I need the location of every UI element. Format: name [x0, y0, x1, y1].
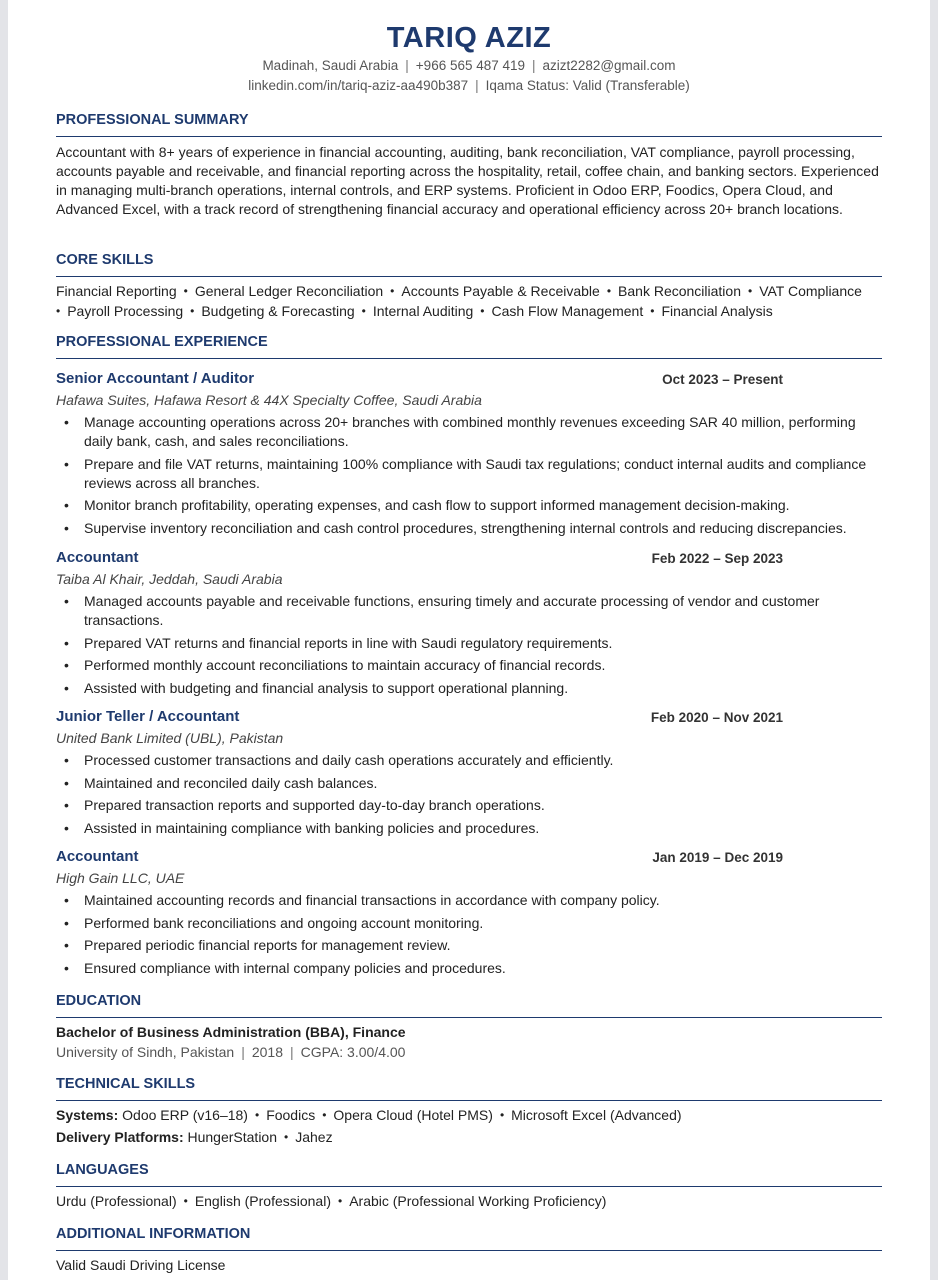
bullet-separator: •: [337, 1194, 343, 1208]
job-company: United Bank Limited (UBL), Pakistan: [56, 730, 284, 746]
list-item: • Supervise inventory reconciliation and cash control procedures, strengthening internal controls and reducing discrepancies.: [56, 519, 882, 538]
job-title: Senior Accountant / Auditor: [56, 370, 255, 387]
bullet-separator: •: [322, 1108, 327, 1122]
technical-systems: [56, 1106, 882, 1126]
list-item: • Maintained and reconciled daily cash balances.: [56, 774, 882, 793]
resume-page: [8, 0, 930, 1280]
delivery-item: Jahez: [295, 1129, 333, 1145]
bullet-separator: •: [748, 284, 753, 298]
bullet-separator: •: [183, 1194, 188, 1208]
list-item: • Manage accounting operations across 20+ branches with combined monthly revenues exceeding SAR 40 million, performing daily bank, cash, and sales reconciliations.: [56, 413, 882, 451]
education-details: [56, 1043, 882, 1062]
job-company: Taiba Al Khair, Jeddah, Saudi Arabia: [56, 571, 283, 587]
additional-text: Valid Saudi Driving License: [56, 1257, 226, 1273]
job-company: High Gain LLC, UAE: [56, 870, 185, 886]
bullet-separator: •: [284, 1130, 289, 1144]
section-title-technical-skills: TECHNICAL SKILLS: [56, 1075, 882, 1101]
section-title-languages: LANGUAGES: [56, 1161, 882, 1187]
job-dates: Jan 2019 – Dec 2019: [652, 850, 783, 865]
bullet-separator: •: [606, 284, 612, 298]
system-item: Odoo ERP (v16–18): [122, 1107, 248, 1123]
skill-item: Bank Reconciliation: [618, 283, 741, 299]
job-bullets: [56, 891, 882, 981]
bullet-separator: •: [499, 1108, 505, 1122]
technical-delivery: [56, 1128, 882, 1148]
resume-header: [8, 20, 930, 96]
system-item: Foodics: [266, 1107, 316, 1123]
language-item: English (Professional): [194, 1193, 331, 1209]
location: Madinah, Saudi Arabia: [262, 58, 399, 73]
list-item: • Performed bank reconciliations and ongoing account monitoring.: [56, 914, 882, 933]
list-item: • Ensured compliance with internal company policies and procedures.: [56, 959, 882, 978]
list-item: • Prepared periodic financial reports for management review.: [56, 936, 882, 955]
bullet-separator: •: [254, 1108, 260, 1122]
bullet-separator: •: [650, 304, 655, 318]
list-item: • Prepared transaction reports and supported day-to-day branch operations.: [56, 796, 882, 815]
language-item: Urdu (Professional): [56, 1193, 177, 1209]
section-title-education: EDUCATION: [56, 992, 882, 1018]
list-item: • Performed monthly account reconciliations to maintain accuracy of financial records.: [56, 656, 882, 675]
section-title-summary: PROFESSIONAL SUMMARY: [56, 111, 882, 137]
education-year: 2018: [251, 1044, 283, 1060]
linkedin-link[interactable]: linkedin.com/in/tariq-aziz-aa490b387: [248, 78, 469, 93]
list-item: • Managed accounts payable and receivable functions, ensuring timely and accurate processing of vendor and customer transactions.: [56, 592, 882, 630]
job-dates: Feb 2022 – Sep 2023: [651, 551, 783, 566]
section-title-experience: PROFESSIONAL EXPERIENCE: [56, 333, 882, 359]
education-school: University of Sindh, Pakistan: [56, 1044, 235, 1060]
contact-line-1: [8, 56, 930, 76]
job-bullets: [56, 751, 882, 841]
education-cgpa: CGPA: 3.00/4.00: [300, 1044, 406, 1060]
phone: +966 565 487 419: [415, 58, 526, 73]
list-item: • Processed customer transactions and daily cash operations accurately and efficiently.: [56, 751, 882, 770]
summary-text: Accountant with 8+ years of experience in financial accounting, auditing, bank reconciliation, VAT compliance, payroll processing, accounts payable and receivable, and financial reporting across the hospitality, retail, coffee chain, and banking sectors. Experienced in managing multi-branch operations, internal controls, and ERP systems. Proficient in Odoo ERP, Foodics, Opera Cloud, and Advanced Excel, with a track record of strengthening financial accuracy and operational efficiency across 20+ branch locations.: [56, 144, 879, 217]
delivery-label: Delivery Platforms:: [56, 1129, 184, 1145]
system-item: Microsoft Excel (Advanced): [511, 1107, 682, 1123]
list-item: • Maintained accounting records and financial transactions in accordance with company policy.: [56, 891, 882, 910]
language-item: Arabic (Professional Working Proficiency): [349, 1193, 607, 1209]
education-degree: Bachelor of Business Administration (BBA), Finance: [56, 1024, 406, 1040]
job-title: Accountant: [56, 848, 139, 865]
skill-item: Internal Auditing: [372, 303, 474, 319]
skill-item: Financial Analysis: [661, 303, 773, 319]
bullet-separator: •: [190, 304, 195, 318]
skill-item: Financial Reporting: [56, 283, 177, 299]
separator: |: [241, 1044, 245, 1060]
list-item: • Monitor branch profitability, operating expenses, and cash flow to support informed management decision-making.: [56, 496, 882, 515]
contact-line-2: [8, 76, 930, 96]
separator: |: [475, 78, 479, 93]
job-bullets: [56, 413, 882, 541]
skill-item: Accounts Payable & Receivable: [401, 283, 600, 299]
languages-list: [56, 1192, 882, 1212]
skill-item: Budgeting & Forecasting: [201, 303, 355, 319]
candidate-name: TARIQ AZIZ: [386, 22, 552, 54]
bullet-separator: •: [390, 284, 395, 298]
separator: |: [532, 58, 536, 73]
skill-item: VAT Compliance: [759, 283, 862, 299]
list-item: • Assisted in maintaining compliance with banking policies and procedures.: [56, 819, 882, 838]
bullet-separator: •: [361, 304, 366, 318]
bullet-separator: •: [56, 304, 61, 318]
job-dates: Feb 2020 – Nov 2021: [650, 710, 783, 725]
job-title: Junior Teller / Accountant: [56, 708, 240, 725]
email-link[interactable]: azizt2282@gmail.com: [542, 58, 676, 73]
skill-item: Cash Flow Management: [491, 303, 644, 319]
iqama-status: Iqama Status: Valid (Transferable): [485, 78, 690, 93]
delivery-item: HungerStation: [187, 1129, 278, 1145]
separator: |: [405, 58, 409, 73]
separator: |: [290, 1044, 294, 1060]
systems-label: Systems:: [56, 1107, 119, 1123]
section-title-additional: ADDITIONAL INFORMATION: [56, 1225, 882, 1251]
system-item: Opera Cloud (Hotel PMS): [333, 1107, 493, 1123]
bullet-separator: •: [480, 304, 485, 318]
section-title-core-skills: CORE SKILLS: [56, 251, 882, 277]
list-item: • Prepare and file VAT returns, maintaining 100% compliance with Saudi tax regulations; conduct internal audits and compliance reviews across all branches.: [56, 455, 882, 493]
skill-item: General Ledger Reconciliation: [194, 283, 384, 299]
bullet-separator: •: [183, 284, 188, 298]
skill-item: Payroll Processing: [67, 303, 184, 319]
core-skills-list: [56, 282, 882, 322]
list-item: • Prepared VAT returns and financial reports in line with Saudi regulatory requirements.: [56, 634, 882, 653]
job-title: Accountant: [56, 549, 139, 566]
job-bullets: [56, 592, 882, 701]
job-dates: Oct 2023 – Present: [662, 372, 783, 387]
job-company: Hafawa Suites, Hafawa Resort & 44X Specialty Coffee, Saudi Arabia: [56, 392, 482, 408]
list-item: • Assisted with budgeting and financial analysis to support operational planning.: [56, 679, 882, 698]
